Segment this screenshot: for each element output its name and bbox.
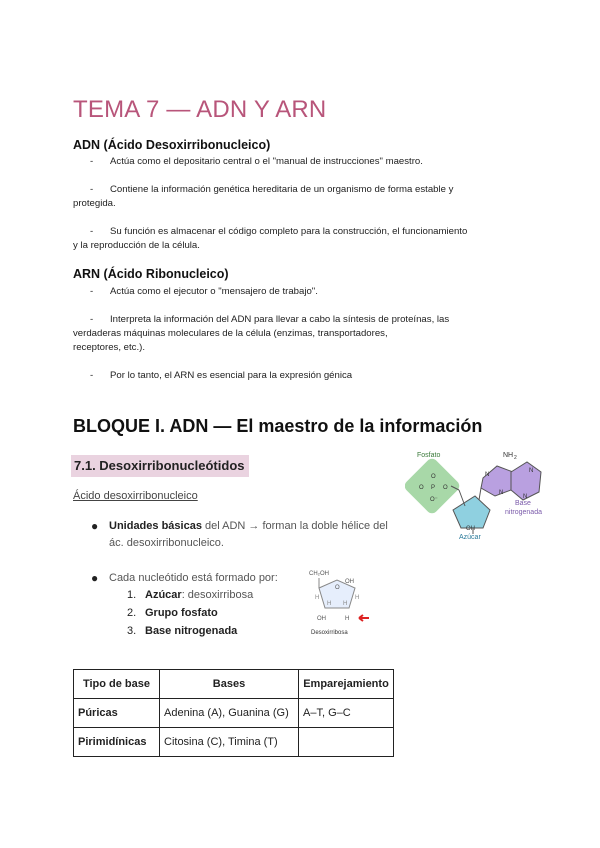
bullet-text: Actúa como el ejecutor o "mensajero de trabajo".: [110, 286, 318, 297]
bullet-marker: -: [90, 184, 94, 195]
azucar-label: Azúcar: [459, 534, 481, 541]
bullet-text-cont: y la reproducción de la célula.: [73, 240, 200, 251]
base-ring-1: [481, 466, 513, 496]
arn-bullet-2: [73, 313, 543, 355]
oh-top-label: OH: [345, 579, 354, 585]
adn-bullet-1: [73, 155, 543, 169]
table-header-cell: Bases: [160, 670, 299, 699]
p-atom: P: [431, 485, 436, 491]
bond: [479, 488, 481, 500]
fosfato-label: Fosfato: [417, 452, 441, 459]
o-atom: O: [431, 474, 436, 480]
bullet-dot: ●: [91, 519, 99, 533]
point-text: del ADN → forman la doble hélice del: [201, 520, 388, 532]
h-label: H: [343, 601, 348, 607]
table-cell: [299, 728, 394, 757]
bullet-text: Su función es almacenar el código completo para la construcción, el funcionamiento: [110, 226, 468, 237]
bullet-marker: -: [90, 370, 94, 381]
n-atom: N: [529, 468, 534, 474]
numbered-num: 3.: [127, 625, 137, 637]
bullet-marker: -: [90, 286, 94, 297]
table-cell: Pirimidínicas: [74, 728, 160, 757]
bullet-dot: ●: [91, 571, 99, 585]
desoxirribosa-label: Desoxirribosa: [311, 630, 348, 636]
bullet-text: Por lo tanto, el ARN es esencial para la expresión génica: [110, 370, 353, 381]
subheading: Ácido desoxirribonucleico: [73, 490, 198, 502]
n-atom: N: [499, 490, 504, 496]
adn-bullet-2: [73, 183, 543, 211]
oh-bottom-label: OH: [317, 616, 326, 622]
bullet-text-cont: verdaderas máquinas moleculares de la célula (enzimas, transportadores,: [73, 328, 388, 339]
point-text: Cada nucleótido está formado por:: [109, 572, 278, 584]
bullet-marker: -: [90, 226, 94, 237]
numbered-3: [127, 623, 237, 640]
bullet-text: Interpreta la información del ADN para llevar a cabo la síntesis de proteínas, las: [110, 314, 450, 325]
point-nucleotido: [91, 570, 309, 587]
table-header-row: [74, 670, 394, 699]
n-atom: N: [523, 494, 528, 500]
nh2-label: NH: [503, 452, 514, 459]
bullet-text-cont: receptores, etc.).: [73, 342, 145, 353]
section-heading: 7.1. Desoxirribonucleótidos: [71, 455, 249, 477]
table-cell: Citosina (C), Timina (T): [160, 728, 299, 757]
arn-bullet-3: [73, 369, 543, 383]
bullet-text: Actúa como el depositario central o el "manual de instrucciones" maestro.: [110, 156, 423, 167]
bullet-marker: -: [90, 314, 94, 325]
o-ring-label: O: [335, 585, 340, 591]
table-header-cell: Emparejamiento: [299, 670, 394, 699]
bullet-text-cont: protegida.: [73, 198, 116, 209]
nucleotide-diagram: [405, 448, 550, 543]
h-label: H: [355, 595, 360, 601]
numbered-num: 2.: [127, 607, 137, 619]
bloque-heading: BLOQUE I. ADN — El maestro de la información: [73, 416, 483, 436]
arrow-icon: [359, 615, 369, 621]
numbered-num: 1.: [127, 589, 137, 601]
nitrogenada-label: nitrogenada: [505, 509, 542, 516]
arn-bullet-1: [73, 285, 543, 299]
o-atom: O⁻: [430, 497, 438, 503]
desoxirribosa-diagram: [305, 566, 375, 638]
arn-heading: ARN (Ácido Ribonucleico): [73, 267, 229, 281]
h-bottom-label: H: [345, 616, 350, 622]
numbered-1: [127, 587, 253, 604]
point-bold: Unidades básicas: [109, 520, 202, 532]
ch2oh-label: CH₂OH: [309, 571, 329, 577]
base-label: Base: [515, 500, 531, 507]
h-label: H: [327, 601, 332, 607]
sugar-shape: [453, 496, 490, 528]
h-label: H: [315, 595, 320, 601]
oh-label: OH: [466, 526, 475, 532]
page-title: TEMA 7 — ADN Y ARN: [73, 96, 327, 123]
adn-heading: ADN (Ácido Desoxirribonucleico): [73, 138, 271, 152]
o-atom: O: [443, 485, 448, 491]
nh2-sub: 2: [514, 455, 517, 461]
adn-bullet-3: [73, 225, 543, 253]
bond: [459, 490, 465, 506]
table-header-cell: Tipo de base: [74, 670, 160, 699]
point-text-cont: ác. desoxirribonucleico.: [109, 537, 224, 549]
table-row: [74, 699, 394, 728]
n-atom: N: [485, 472, 490, 478]
numbered-bold: Base nitrogenada: [145, 625, 238, 637]
bullet-marker: -: [90, 156, 94, 167]
table-row: [74, 728, 394, 757]
point-unidades: [91, 518, 399, 552]
bullet-text: Contiene la información genética hereditaria de un organismo de forma estable y: [110, 184, 454, 195]
numbered-bold: Azúcar: [145, 589, 182, 601]
table-cell: A–T, G–C: [299, 699, 394, 728]
o-atom: O: [419, 485, 424, 491]
numbered-2: [127, 605, 218, 622]
bases-table: [73, 669, 394, 757]
numbered-bold: Grupo fosfato: [145, 607, 218, 619]
numbered-text: : desoxirribosa: [181, 589, 254, 601]
table-cell: Púricas: [74, 699, 160, 728]
table-cell: Adenina (A), Guanina (G): [160, 699, 299, 728]
